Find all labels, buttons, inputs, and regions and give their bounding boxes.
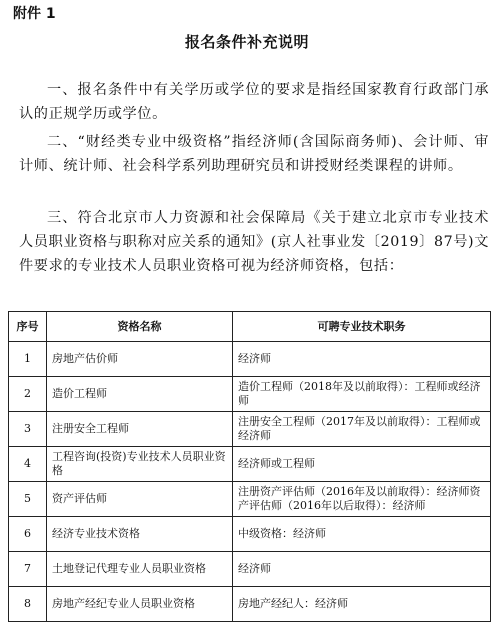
qualification-name: 房地产经纪专业人员职业资格: [47, 587, 233, 622]
table-row: [9, 342, 491, 377]
header-eligible-post: 可聘专业技术职务: [233, 312, 491, 342]
qualification-name: 土地登记代理专业人员职业资格: [47, 552, 233, 587]
qualification-name: 经济专业技术资格: [47, 517, 233, 552]
eligible-post: 注册安全工程师（2017年及以前取得）：工程师或经济师: [233, 412, 491, 447]
row-number: 8: [9, 587, 47, 622]
header-qualification-name: 资格名称: [47, 312, 233, 342]
eligible-post: 房地产经纪人：经济师: [233, 587, 491, 622]
row-number: 7: [9, 552, 47, 587]
table-header-row: [9, 312, 491, 342]
qualification-name: 资产评估师: [47, 482, 233, 517]
paragraph-1: 一、报名条件中有关学历或学位的要求是指经国家教育行政部门承认的正规学历或学位。: [19, 82, 489, 122]
qualification-name: 工程咨询(投资)专业技术人员职业资格: [47, 447, 233, 482]
qualification-name: 房地产估价师: [47, 342, 233, 377]
eligible-post: 经济师: [233, 552, 491, 587]
qualification-table: [8, 311, 491, 622]
eligible-post: 注册资产评估师（2016年及以前取得）：经济师资产评估师（2016年以后取得）：经济师: [233, 482, 491, 517]
row-number: 4: [9, 447, 47, 482]
row-number: 6: [9, 517, 47, 552]
attachment-label: 附件 1: [13, 6, 56, 22]
qualification-name: 注册安全工程师: [47, 412, 233, 447]
paragraph-2: 二、“财经类专业中级资格”指经济师(含国际商务师)、会计师、审计师、统计师、社会科学系列助理研究员和讲授财经类课程的讲师。: [19, 134, 489, 174]
eligible-post: 经济师: [233, 342, 491, 377]
eligible-post: 造价工程师（2018年及以前取得）：工程师或经济师: [233, 377, 491, 412]
table-row: [9, 517, 491, 552]
row-number: 2: [9, 377, 47, 412]
table-row: [9, 587, 491, 622]
paragraph-3: 三、符合北京市人力资源和社会保障局《关于建立北京市专业技术人员职业资格与职称对应关系的通知》(京人社事业发〔2019〕87号)文件要求的专业技术人员职业资格可视为经济师资格，包括：: [19, 210, 489, 274]
row-number: 3: [9, 412, 47, 447]
row-number: 1: [9, 342, 47, 377]
table-row: [9, 482, 491, 517]
eligible-post: 中级资格：经济师: [233, 517, 491, 552]
header-number: 序号: [9, 312, 47, 342]
row-number: 5: [9, 482, 47, 517]
table-row: [9, 377, 491, 412]
document-title: 报名条件补充说明: [184, 33, 309, 51]
qualification-name: 造价工程师: [47, 377, 233, 412]
table-row: [9, 447, 491, 482]
table-row: [9, 412, 491, 447]
eligible-post: 经济师或工程师: [233, 447, 491, 482]
table-row: [9, 552, 491, 587]
